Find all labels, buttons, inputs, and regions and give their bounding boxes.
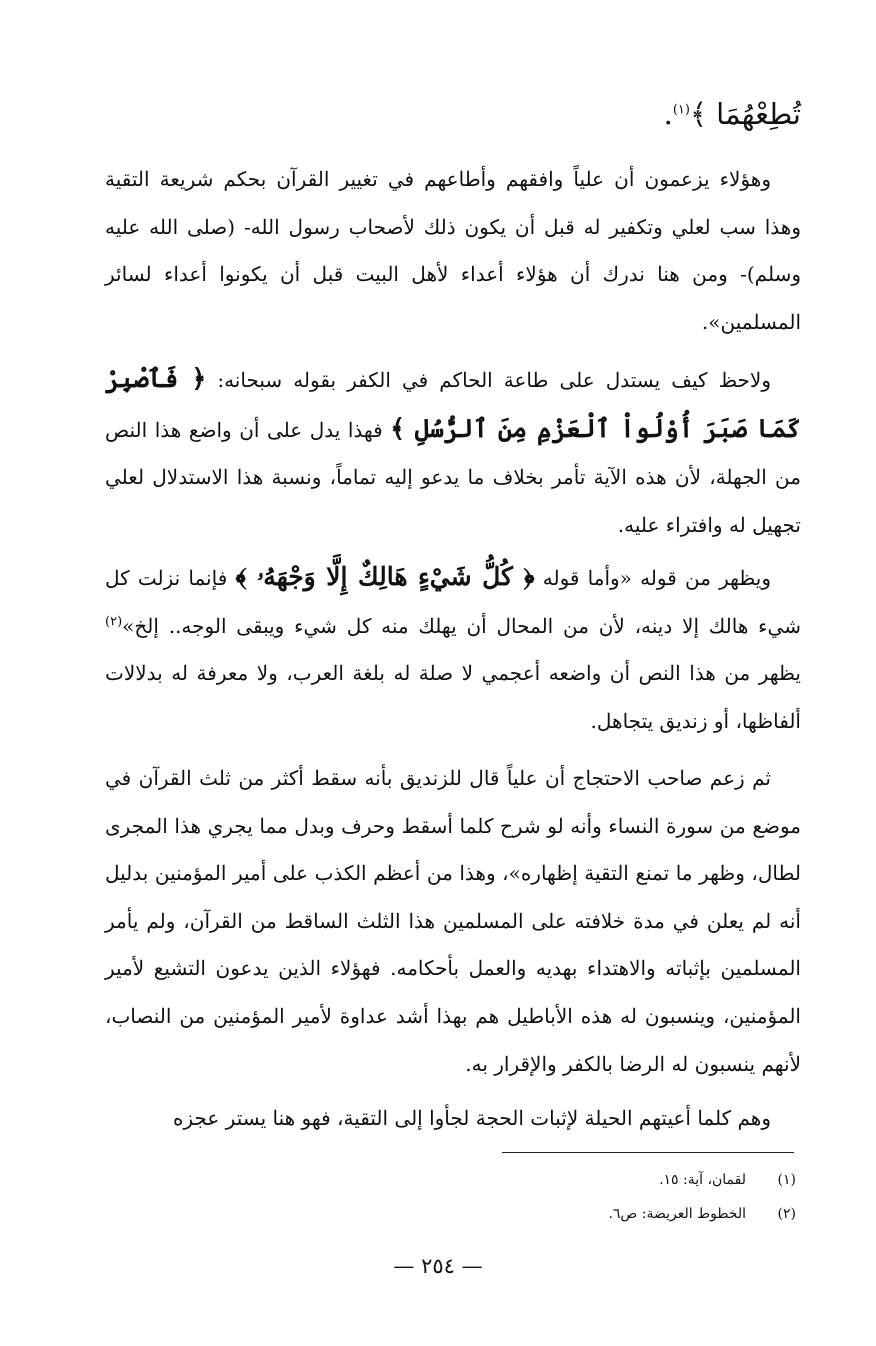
footnote-number: (١) [777,1172,796,1188]
paragraph-2 [105,355,801,549]
footnote-ref-1: (١) [672,102,690,118]
paragraph-3 [105,553,801,745]
paragraph-3-body: يظهر من هذا النص أن واضعه أعجمي لا صلة له بلغة العرب، ولا معرفة له بدلالات ألفاظها، أو زنديق يتجاهل. [105,661,802,733]
footnote-number: (٢) [777,1206,796,1222]
footnote-item [436,1200,796,1234]
paragraph-3-intro: ويظهر من قوله «وأما قوله [542,566,771,590]
footnote-text: الخطوط العريضة: ص٦. [608,1206,746,1222]
footnote-item [436,1166,796,1200]
paragraph-2-intro: ولاحظ كيف يستدل على طاعة الحاكم في الكفر بقوله سبحانه: [217,368,771,392]
footnote-divider [502,1152,794,1153]
quran-verse-perishing: ﴿ كُلُّ شَيْءٍ هَالِكٌ إِلَّا وَجْهَهُۥ ﴾ [235,562,535,591]
footnotes [436,1166,796,1234]
footnote-text: لقمان، آية: ١٥. [659,1172,746,1188]
page-number: — ٢٥٤ — [393,1254,483,1278]
verse-tail: تُطِعْهُمَا ﴾ [689,97,801,131]
paragraph-3-quote: فإنما نزلت كل شيء هالك إلا دينه، لأن من المحال أن يهلك منه كل شيء ويبقى الوجه.. إلخ» [105,566,801,638]
paragraph-5: وهم كلما أعيتهم الحيلة لإثبات الحجة لجأوا إلى التقية، فهو هنا يستر عجزه [172,1106,771,1130]
paragraph-2-body: فهذا يدل على أن واضع هذا النص من الجهلة، لأن هذه الآية تأمر بخلاف ما يدعو إليه تماماً، ونسبة هذا الاستدلال لعلي تجهيل له وافتراء عليه. [105,417,801,537]
footnote-ref-2: (٢) [105,613,123,629]
verse-tail-line: تُطِعْهُمَا ﴾$^{(١)}$. [663,97,801,131]
paragraph-4: ثم زعم صاحب الاحتجاج أن علياً قال للزنديق بأنه سقط أكثر من ثلث القرآن في موضع من سورة النساء وأنه لو شرح كلما أسقط وحرف وبدل مما يجري هذا المجرى لطال، وظهر ما تمنع التقية إظهاره»، وهذا من أعظم الكذب على أمير المؤمنين بدليل أنه لم يعلن في مدة خلافته على المسلمين هذا الثلث الساقط من القرآن، ولم يأمر المسلمين بإثباته والاهتداء بهديه والعمل بأحكامه. فهؤلاء الذين يدعون التشيع لأمير المؤمنين، وينسبون له هذه الأباطيل هم بهذا أشد عداوة لأمير المؤمنين من النصاب، لأنهم ينسبون له الرضا بالكفر والإقرار به. [105,766,801,1076]
quran-verse-patience: ﴿ فَٱصْبِرْ كَمَا صَبَرَ أُوْلُواْ ٱلْعَزْمِ مِنَ ٱلرُّسُلِ ﴾ [105,364,801,443]
paragraph-1: وهؤلاء يزعمون أن علياً وافقهم وأطاعهم في تغيير القرآن بحكم شريعة التقية وهذا سب لعلي وتكفير له قبل أن يكون ذلك لأصحاب رسول الله- (صلى الله عليه وسلم)- ومن هنا ندرك أن هؤلاء أعداء لأهل البيت قبل أن يكونوا أعداء لسائر المسلمين». [105,167,801,334]
